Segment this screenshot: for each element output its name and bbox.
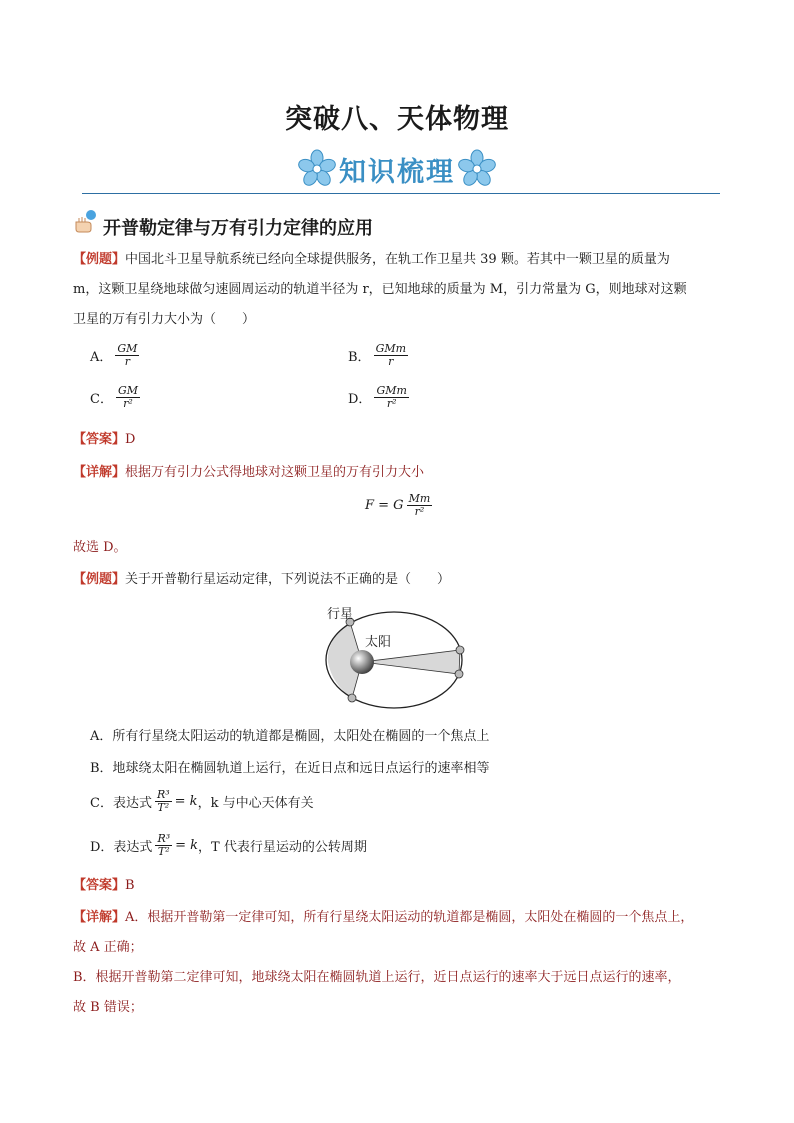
detail-tag: 【详解】 (73, 910, 126, 925)
option-c (90, 385, 143, 410)
example-tag: 【例题】 (73, 572, 126, 587)
detail-b-line1: B．根据开普勒第二定律可知，地球绕太阳在椭圆轨道上运行，近日点运行的速率大于远日点运行的速率， (73, 970, 681, 985)
planet-icon (455, 670, 463, 678)
expression-fraction (155, 789, 172, 814)
expression-rhs: = k (174, 794, 198, 809)
page-title: 突破八、天体物理 (285, 104, 509, 135)
detail-a-line2: 故 A 正确； (73, 940, 143, 955)
option-d-prefix: D．表达式 (90, 840, 153, 855)
option-c (90, 789, 314, 814)
option-d-suffix: ，T 代表行星运动的公转周期 (198, 840, 367, 855)
planet-label: 行星 (327, 607, 354, 622)
gravity-formula (365, 493, 435, 518)
detail-a-line1: A．根据开普勒第一定律可知，所有行星绕太阳运动的轨道都是椭圆，太阳处在椭圆的一个焦点上， (125, 910, 694, 925)
fraction-denominator: T² (157, 801, 170, 814)
sun-icon (350, 650, 374, 674)
pointing-hand-icon (73, 208, 99, 234)
example1-detail (73, 458, 733, 488)
planet-icon (456, 646, 464, 654)
option-fraction (374, 385, 408, 410)
example1-line3: 卫星的万有引力大小为（ ） (73, 312, 256, 327)
answer-value: B (125, 878, 135, 893)
example2-question-text: 关于开普勒行星运动定律，下列说法不正确的是（ ） (125, 572, 451, 587)
answer-value: D (125, 432, 136, 447)
formula-lhs: F = G (365, 498, 404, 513)
option-label: D． (348, 392, 372, 407)
detail-b-line2: 故 B 错误； (73, 1000, 143, 1015)
sun-label: 太阳 (365, 635, 392, 650)
detail-tag: 【详解】 (73, 465, 126, 480)
fraction-denominator: r² (414, 505, 425, 518)
section-heading: 开普勒定律与万有引力定律的应用 (103, 218, 373, 239)
fraction-denominator: r² (123, 397, 133, 410)
fraction-numerator: R³ (157, 832, 171, 845)
option-label: C． (90, 392, 113, 407)
fraction-numerator: GMm (376, 384, 407, 397)
option-label: A． (90, 350, 113, 365)
fraction-numerator: Mm (408, 492, 431, 505)
option-d (348, 385, 412, 410)
option-fraction (374, 343, 408, 368)
example-tag: 【例题】 (73, 252, 126, 267)
fraction-numerator: GM (117, 384, 139, 397)
answer-tag: 【答案】 (73, 432, 126, 447)
fraction-denominator: T² (157, 845, 170, 858)
fraction-numerator: GM (117, 342, 138, 355)
option-c-prefix: C．表达式 (90, 796, 152, 811)
fraction-denominator: r (124, 355, 131, 368)
expression-fraction (155, 833, 172, 858)
option-d (90, 833, 367, 858)
fraction-denominator: r (388, 355, 394, 368)
flower-icon (297, 149, 337, 189)
option-b: B．地球绕太阳在椭圆轨道上运行，在近日点和远日点运行的速率相等 (90, 761, 490, 776)
fraction-denominator: r² (386, 397, 397, 410)
option-fraction (115, 343, 139, 368)
fraction-numerator: GMm (375, 342, 407, 355)
fraction-numerator: R³ (156, 788, 170, 801)
planet-icon (348, 694, 356, 702)
answer-tag: 【答案】 (73, 878, 126, 893)
example1-line1: 中国北斗卫星导航系统已经向全球提供服务，在轨工作卫星共 39 颗。若其中一颗卫星的质量为 (125, 252, 670, 267)
example1-line2: m，这颗卫星绕地球做匀速圆周运动的轨道半径为 r，已知地球的质量为 M，引力常量为 G，则地球对这颗 (73, 282, 687, 297)
example2-question (73, 565, 733, 595)
detail-text: 根据万有引力公式得地球对这颗卫星的万有引力大小 (125, 465, 425, 480)
example2-detail (73, 903, 733, 1023)
option-label: B． (348, 350, 371, 365)
banner-title: 知识梳理 (339, 156, 455, 188)
option-a (90, 343, 142, 368)
option-b (348, 343, 411, 368)
example1-answer (73, 425, 733, 455)
expression-rhs: = k (175, 838, 199, 853)
example1-question (73, 245, 733, 335)
option-a: A．所有行星绕太阳运动的轨道都是椭圆，太阳处在椭圆的一个焦点上 (90, 729, 490, 744)
flower-icon (457, 149, 497, 189)
example2-answer (73, 871, 733, 901)
formula-fraction (407, 493, 433, 518)
option-c-suffix: ，k 与中心天体有关 (197, 796, 314, 811)
section-banner (0, 146, 794, 192)
divider-line (82, 193, 720, 194)
example1-conclusion: 故选 D。 (73, 540, 127, 555)
option-fraction (116, 385, 140, 410)
